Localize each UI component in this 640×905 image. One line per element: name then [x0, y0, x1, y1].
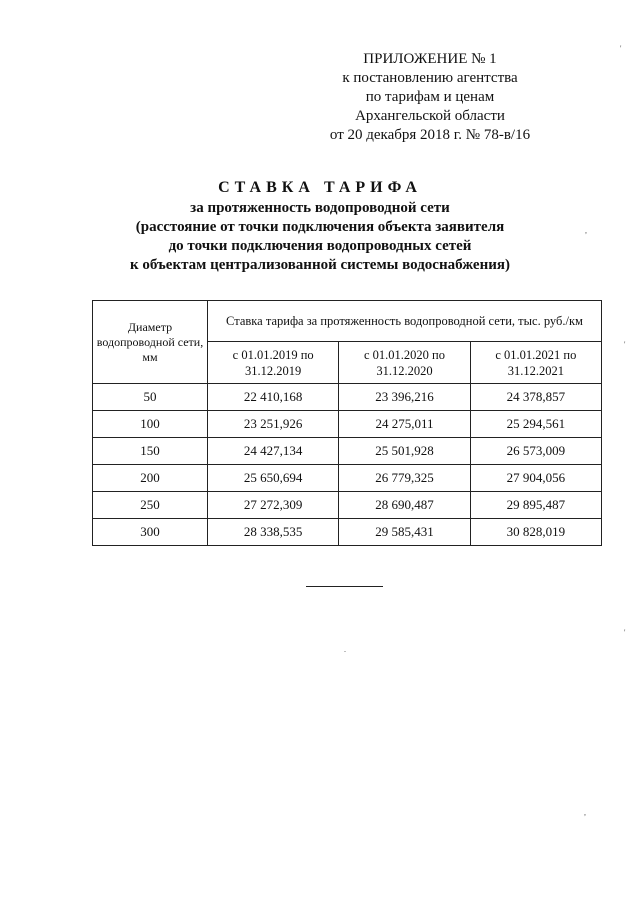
title-main: СТАВКА ТАРИФА: [218, 179, 422, 196]
rate-cell: 24 275,011: [339, 411, 470, 438]
appendix-block: [300, 50, 560, 145]
period-header-2019: с 01.01.2019 по 31.12.2019: [208, 342, 339, 384]
scan-speck: ,: [584, 808, 586, 817]
scan-speck: ': [624, 628, 626, 637]
appendix-line: к постановлению агентства: [342, 70, 518, 86]
diameter-cell: 50: [93, 384, 208, 411]
scan-speck: ': [624, 340, 626, 349]
appendix-line: Архангельской области: [355, 108, 505, 124]
diameter-cell: 150: [93, 438, 208, 465]
rate-cell: 25 294,561: [470, 411, 601, 438]
rate-cell: 24 378,857: [470, 384, 601, 411]
rate-cell: 28 690,487: [339, 492, 470, 519]
table-row: [93, 384, 602, 411]
table-row: [93, 519, 602, 546]
period-header-2020: с 01.01.2020 по 31.12.2020: [339, 342, 470, 384]
scan-speck: ': [620, 44, 622, 53]
diameter-cell: 200: [93, 465, 208, 492]
table-row: [93, 411, 602, 438]
appendix-number: ПРИЛОЖЕНИЕ № 1: [363, 51, 497, 67]
table-row: [93, 465, 602, 492]
period-header-2021: с 01.01.2021 по 31.12.2021: [470, 342, 601, 384]
document-title: [0, 178, 640, 275]
title-line: к объектам централизованной системы водоснабжения): [130, 257, 510, 273]
table-row: [93, 438, 602, 465]
rate-cell: 23 251,926: [208, 411, 339, 438]
diameter-cell: 300: [93, 519, 208, 546]
appendix-line: по тарифам и ценам: [365, 89, 495, 105]
rate-cell: 22 410,168: [208, 384, 339, 411]
rate-cell: 23 396,216: [339, 384, 470, 411]
scan-speck: .: [344, 645, 346, 654]
rate-header: Ставка тарифа за протяженность водопроводной сети, тыс. руб./км: [208, 301, 602, 342]
rate-cell: 30 828,019: [470, 519, 601, 546]
separator-line: [306, 586, 383, 587]
rate-cell: 28 338,535: [208, 519, 339, 546]
diameter-header: Диаметр водопроводной сети, мм: [93, 301, 208, 384]
rate-cell: 29 585,431: [339, 519, 470, 546]
rate-cell: 25 650,694: [208, 465, 339, 492]
diameter-cell: 100: [93, 411, 208, 438]
table-row: [93, 492, 602, 519]
rate-cell: 24 427,134: [208, 438, 339, 465]
appendix-date: от 20 декабря 2018 г. № 78-в/16: [329, 127, 531, 143]
scan-speck: ,: [585, 226, 587, 235]
rate-cell: 29 895,487: [470, 492, 601, 519]
rate-cell: 27 272,309: [208, 492, 339, 519]
diameter-cell: 250: [93, 492, 208, 519]
tariff-table: [92, 300, 602, 546]
title-line: (расстояние от точки подключения объекта заявителя: [135, 219, 505, 235]
title-line: до точки подключения водопроводных сетей: [168, 238, 472, 254]
rate-cell: 26 573,009: [470, 438, 601, 465]
title-line: за протяженность водопроводной сети: [190, 200, 450, 216]
rate-cell: 26 779,325: [339, 465, 470, 492]
rate-cell: 25 501,928: [339, 438, 470, 465]
rate-cell: 27 904,056: [470, 465, 601, 492]
